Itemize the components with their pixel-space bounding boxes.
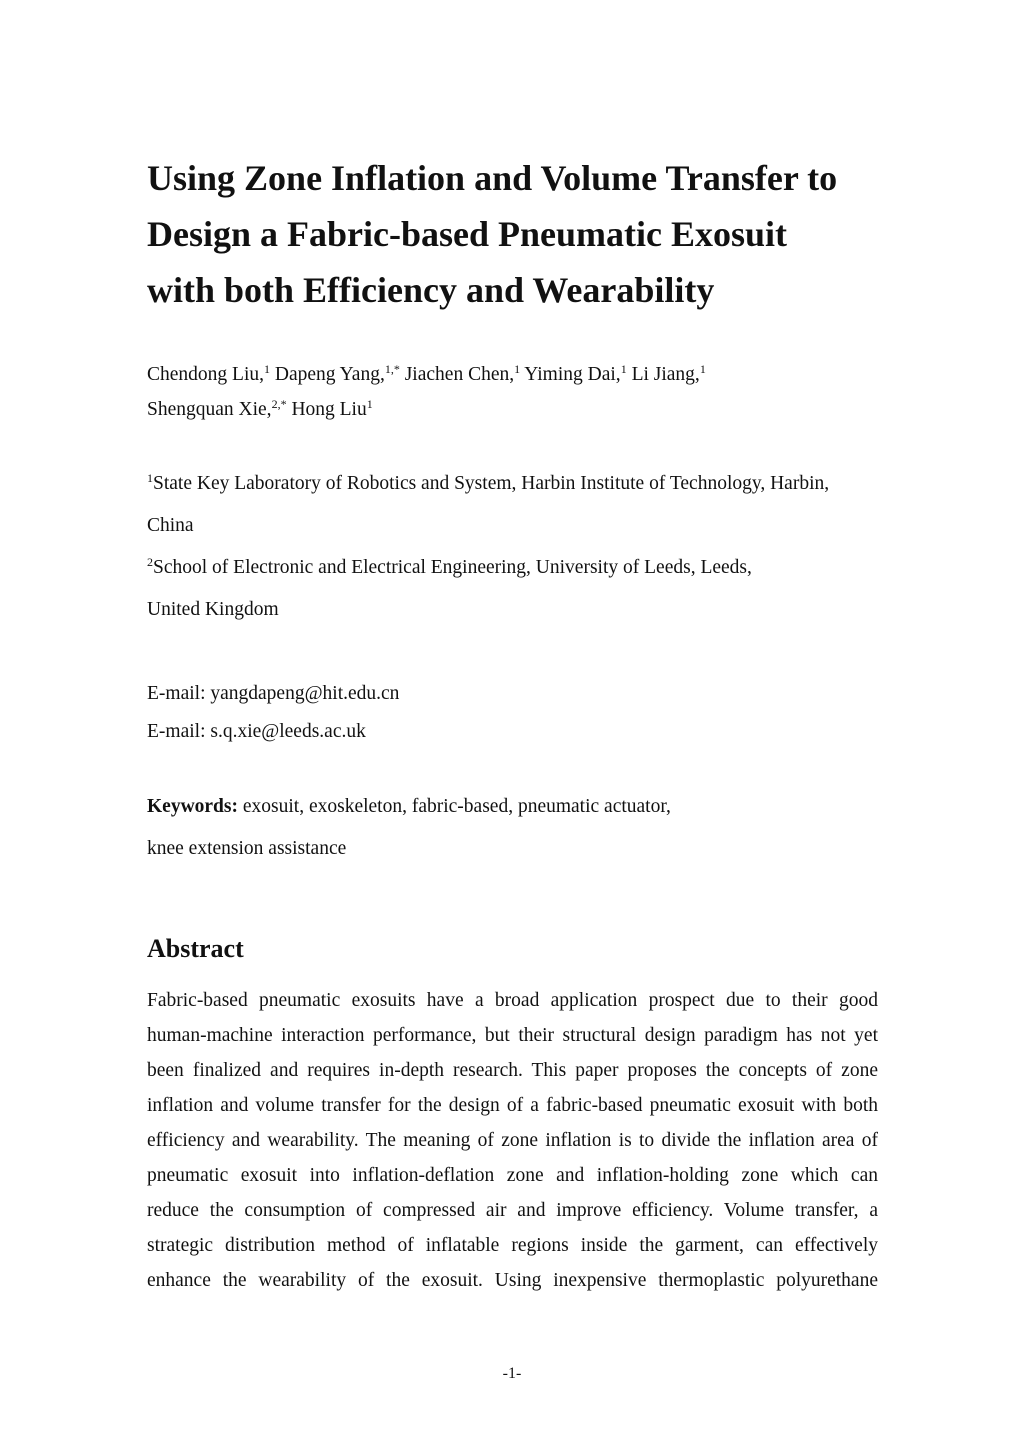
title-line-3: with both Efficiency and Wearability [147, 270, 715, 310]
author-affil-mark: 2,* [271, 397, 287, 411]
paper-title [147, 150, 907, 318]
affiliation-1 [147, 463, 887, 505]
abstract-line: Fabric-based pneumatic exosuits have a broad application prospect due to their good [147, 990, 878, 1011]
email-2: E-mail: s.q.xie@leeds.ac.uk [147, 721, 366, 742]
author-affil-mark: 1 [366, 397, 373, 411]
abstract-line: reduce the consumption of compressed air and improve efficiency. Volume transfer, a [147, 1200, 878, 1221]
keywords-line-1 [147, 786, 887, 828]
author-affil-mark: 1,* [384, 362, 400, 376]
abstract-line: efficiency and wearability. The meaning of zone inflation is to divide the inflation area of [147, 1130, 878, 1151]
author-name: Shengquan Xie, [147, 399, 272, 420]
abstract-line: been finalized and requires in-depth research. This paper proposes the concepts of zone [147, 1060, 878, 1081]
author-name: Yiming Dai, [520, 364, 621, 385]
affiliation-1-continued: China [147, 515, 194, 536]
affiliation-2 [147, 547, 887, 589]
affiliation-text: State Key Laboratory of Robotics and System, Harbin Institute of Technology, Harbin, [153, 473, 830, 494]
author-affil-mark: 1 [620, 362, 627, 376]
page-number: -1- [502, 1365, 522, 1382]
abstract-line: strategic distribution method of inflatable regions inside the garment, can effectively [147, 1235, 878, 1256]
title-line-1: Using Zone Inflation and Volume Transfer to [147, 158, 838, 198]
author-name: Li Jiang, [626, 364, 700, 385]
keywords-line-2: knee extension assistance [147, 838, 347, 859]
keywords-text: exosuit, exoskeleton, fabric-based, pneumatic actuator, [238, 796, 671, 817]
email-list [147, 675, 399, 751]
email-1: E-mail: yangdapeng@hit.edu.cn [147, 683, 400, 704]
affiliation-mark: 1 [147, 471, 153, 485]
author-name: Dapeng Yang, [270, 364, 385, 385]
author-line-1 [147, 357, 907, 392]
author-name: Jiachen Chen, [399, 364, 515, 385]
affiliation-text: School of Electronic and Electrical Engineering, University of Leeds, Leeds, [153, 557, 752, 578]
abstract-line: pneumatic exosuit into inflation-deflation zone and inflation-holding zone which can [147, 1165, 878, 1186]
abstract-line: human-machine interaction performance, but their structural design paradigm has not yet [147, 1025, 878, 1046]
affiliations [147, 463, 887, 631]
keywords [147, 786, 887, 870]
abstract-line: enhance the wearability of the exosuit. Using inexpensive thermoplastic polyurethane [147, 1270, 878, 1291]
affiliation-2-continued: United Kingdom [147, 599, 279, 620]
abstract-body [147, 983, 878, 1298]
author-line-2 [147, 392, 907, 427]
author-list [147, 357, 907, 427]
keywords-label: Keywords: [147, 796, 238, 817]
author-name: Hong Liu [286, 399, 367, 420]
affiliation-mark: 2 [147, 555, 153, 569]
abstract-heading: Abstract [147, 934, 244, 963]
abstract-line: inflation and volume transfer for the design of a fabric-based pneumatic exosuit with both [147, 1095, 878, 1116]
title-line-2: Design a Fabric-based Pneumatic Exosuit [147, 214, 788, 254]
author-affil-mark: 1 [264, 362, 270, 376]
author-name: Chendong Liu, [147, 364, 264, 385]
author-affil-mark: 1 [514, 362, 521, 376]
author-affil-mark: 1 [699, 362, 706, 376]
